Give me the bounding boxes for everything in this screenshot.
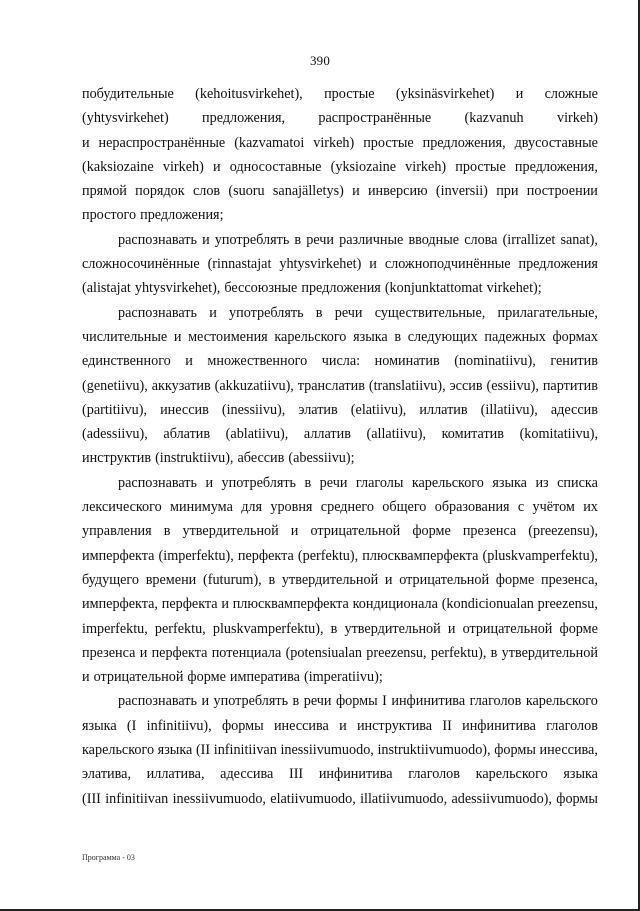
word: отрицательной [462, 620, 553, 637]
word: распознавать [118, 304, 197, 321]
text-line [82, 422, 598, 446]
word: существительные, [374, 304, 486, 321]
word: imperfektu, [82, 620, 148, 637]
word: адессива [220, 766, 274, 783]
word: infinitiivan [105, 790, 169, 807]
word: комитатив [441, 426, 504, 443]
word: отрицательной [310, 523, 401, 540]
word: простые [455, 158, 506, 175]
word: аблатив [163, 426, 211, 443]
word: предложения, [202, 110, 286, 127]
word: отрицательной [399, 571, 490, 588]
word: формы [221, 717, 264, 734]
word: (allatiivu), [366, 426, 427, 443]
word: с [517, 499, 525, 516]
text-line [82, 228, 598, 252]
word: sanajälletys) [272, 183, 344, 200]
word: virkeh) [405, 158, 447, 175]
word: elatiivumuodo, [270, 790, 356, 807]
word: III [288, 766, 304, 783]
word: и [384, 571, 393, 588]
body-text [82, 82, 598, 811]
text-line [82, 155, 598, 179]
word: форме [495, 571, 535, 588]
word: употреблять [213, 693, 289, 710]
word: минимума [170, 499, 233, 516]
text-line [82, 106, 598, 130]
word: нераспространённые [98, 134, 226, 151]
word: сложные [544, 86, 598, 102]
word: infinitiivu), [146, 717, 212, 734]
word: односоставные [229, 158, 322, 175]
word: инфинитива [391, 693, 466, 710]
word: предложения [518, 256, 598, 273]
word: номинатив [374, 353, 440, 370]
word: инфинитива [318, 766, 393, 783]
word: (kazvanuh [464, 110, 524, 127]
word: и [447, 620, 456, 637]
page-number: 390 [309, 53, 331, 68]
word: порядок [135, 183, 185, 200]
word: и [202, 231, 210, 248]
word: распознавать [118, 474, 197, 491]
word: и [212, 158, 221, 175]
word: II [442, 717, 452, 734]
word: двусоставные [514, 134, 598, 151]
word: (akkuzatiivu), [214, 377, 294, 394]
word: (partitiivu), [82, 401, 148, 418]
word: элатив [298, 401, 338, 418]
word: плюсквамперфекта [232, 596, 349, 613]
word: и [139, 644, 148, 661]
word: простые [363, 134, 414, 151]
word: простые [324, 86, 375, 102]
word: партитив [542, 377, 598, 394]
word: форме [412, 523, 451, 540]
word: лексического [82, 499, 162, 516]
word: (inessiivu), [221, 401, 286, 418]
word: формы [335, 693, 378, 710]
word: карельского [525, 693, 598, 710]
word: adessiivumuodo), [451, 790, 552, 807]
word: среднего [320, 499, 374, 516]
word: и [82, 134, 90, 151]
word: предложения, [422, 134, 506, 151]
word: предложения, [514, 158, 598, 175]
word: будущего [82, 571, 139, 588]
word: языка [492, 474, 527, 491]
word: для [241, 499, 263, 516]
word: построении [526, 183, 598, 200]
word: illatiivumuodo, [360, 790, 448, 807]
word: распространённые [318, 110, 432, 127]
word: в [315, 304, 323, 321]
word: (abessiivu); [288, 450, 355, 467]
text-line [82, 398, 598, 422]
word: прямой [82, 183, 127, 200]
word: предложения; [140, 207, 224, 224]
word: распознавать [118, 231, 197, 248]
text-line [82, 665, 598, 689]
word: транслатив [297, 377, 365, 394]
word: местоимения [188, 328, 268, 345]
word: отрицательной [93, 669, 184, 686]
word: употреблять [229, 304, 304, 321]
word: virkeh) [313, 134, 355, 151]
word: падежных [484, 328, 546, 345]
word: адессив [550, 401, 598, 418]
word: virkeh) [556, 110, 598, 127]
text-line [82, 471, 598, 495]
word: в [304, 474, 312, 491]
word: перфекта [151, 644, 208, 661]
word: презенса, [540, 571, 598, 588]
word: речи [334, 304, 363, 321]
word: инессив [160, 401, 209, 418]
word: формы [556, 790, 598, 807]
word: и [352, 183, 360, 200]
word: инессива, [539, 742, 598, 759]
word: глаголов [408, 766, 460, 783]
word: (alistajat [82, 280, 131, 297]
word: yhtysvirkehet) [279, 256, 362, 273]
word: inessiivumuodo, [280, 742, 374, 759]
word: числительные [82, 328, 168, 345]
text-line [82, 689, 598, 713]
word: элатива, [82, 766, 131, 783]
word: слов [192, 183, 221, 200]
word: (kaksiozaine [82, 158, 154, 175]
word: при [496, 183, 519, 200]
word: I [382, 693, 387, 710]
text-line [82, 641, 598, 665]
word: употреблять [221, 474, 297, 491]
word: и [515, 86, 524, 102]
word: в [268, 571, 276, 588]
word: перфекта [237, 547, 294, 564]
word: в [394, 328, 402, 345]
word: инессива [273, 717, 329, 734]
word: единственного [82, 353, 171, 370]
text-line [82, 568, 598, 592]
word: и [205, 474, 214, 491]
word: речи [303, 693, 332, 710]
word: (instruktiivu), [155, 450, 234, 467]
page-footer: Программа - 03 [82, 853, 135, 862]
word: инструктива [356, 717, 433, 734]
text-line [82, 276, 598, 300]
word: их [583, 499, 598, 516]
word: речи [319, 474, 348, 491]
word: аллатив [303, 426, 351, 443]
word: (potensiualan [285, 644, 363, 661]
text-line [82, 82, 598, 106]
word: (kehoitusvirkehet), [195, 86, 303, 102]
word: (suoru [228, 183, 265, 200]
word: утвердительной [344, 620, 441, 637]
word: (essiivu), [486, 377, 539, 394]
word: (futurum), [203, 571, 262, 588]
word: употреблять [214, 231, 290, 248]
word: и [290, 523, 299, 540]
word: (komitatiivu), [519, 426, 598, 443]
word: различные [339, 231, 404, 248]
word: списка [557, 474, 598, 491]
text-line [82, 617, 598, 641]
word: прилагательные, [497, 304, 598, 321]
word: предложения [301, 280, 381, 297]
word: абессив [237, 450, 285, 467]
word: множественного [207, 353, 308, 370]
text-line [82, 787, 598, 811]
word: сложноподчинённые [384, 256, 511, 273]
word: простого [82, 207, 137, 224]
word: учётом [532, 499, 575, 516]
word: карельского [411, 474, 484, 491]
word: числа: [321, 353, 361, 370]
word: preezensu, [366, 644, 427, 661]
word: virkeh) [162, 158, 204, 175]
word: глаголы [355, 474, 404, 491]
word: языка [353, 328, 388, 345]
text-line [82, 519, 598, 543]
word: (genetiivu), [82, 377, 148, 394]
word: и [201, 693, 210, 710]
word: (elatiivu), [350, 401, 407, 418]
word: иллатив [419, 401, 468, 418]
word: побудительные [82, 86, 174, 102]
text-line [82, 301, 598, 325]
word: (imperfektu), [158, 547, 234, 564]
text-line [82, 762, 598, 786]
word: распознавать [118, 693, 197, 710]
word: инфинитива [462, 717, 536, 734]
word: (yksinäsvirkehet) [395, 86, 495, 102]
word: (pluskvamperfektu), [482, 547, 598, 564]
word: плюсквамперфекта [362, 547, 479, 564]
word: в [294, 231, 302, 248]
word: и [185, 353, 193, 370]
word: (I [126, 717, 137, 734]
word: бессоюзные [224, 280, 298, 297]
word: в [163, 523, 171, 540]
word: иллатива, [146, 766, 205, 783]
word: yhtysvirkehet), [134, 280, 221, 297]
word: кондиционала [352, 596, 438, 613]
word: pluskvamperfektu), [212, 620, 324, 637]
word: (inversii) [435, 183, 488, 200]
word: и [82, 669, 90, 686]
word: (imperatiivu); [303, 669, 383, 686]
word: времени [145, 571, 197, 588]
word: потенциала [211, 644, 282, 661]
word: inessiivumuodo, [172, 790, 266, 807]
text-line [82, 446, 598, 470]
word: (ablatiivu), [225, 426, 289, 443]
word: вводные [408, 231, 460, 248]
word: языка [82, 717, 117, 734]
word: (illatiivu), [480, 401, 538, 418]
word: презенса [82, 644, 136, 661]
text-line [82, 349, 598, 373]
word: эссив [449, 377, 483, 394]
word: (perfektu), [297, 547, 359, 564]
word: форме [187, 669, 226, 686]
word: (III [82, 790, 101, 807]
word: языка [563, 766, 598, 783]
word: утвердительной [281, 571, 379, 588]
text-line [82, 179, 598, 203]
text-line [82, 544, 598, 568]
text-line [82, 325, 598, 349]
word: virkehet); [486, 280, 542, 297]
word: форме [559, 620, 598, 637]
word: императива [229, 669, 300, 686]
word: инструктив [82, 450, 152, 467]
word: карельского [475, 766, 548, 783]
word: (nominatiivu), [454, 353, 536, 370]
word: имперфекта [82, 547, 155, 564]
word: в [292, 693, 300, 710]
word: формах [552, 328, 598, 345]
word: (II [195, 742, 211, 759]
text-line [82, 714, 598, 738]
word: следующих [407, 328, 478, 345]
word: (konjunktattomat [384, 280, 483, 297]
word: (translatiivu), [368, 377, 446, 394]
word: в [330, 620, 338, 637]
word: речи [306, 231, 334, 248]
word: perfektu, [154, 620, 206, 637]
word: и [209, 304, 217, 321]
word: формы [494, 742, 536, 759]
word: аккузатив [151, 377, 211, 394]
word: общего [382, 499, 427, 516]
word: (adessiivu), [82, 426, 148, 443]
word: слова [464, 231, 498, 248]
word: и [173, 328, 182, 345]
word: infinitiivan [213, 742, 277, 759]
word: в [490, 644, 498, 661]
text-line [82, 252, 598, 276]
word: имперфекта, [82, 596, 158, 613]
word: сложносочинённые [82, 256, 200, 273]
word: sanat), [560, 231, 598, 248]
word: уровня [270, 499, 313, 516]
word: карельского [82, 742, 155, 759]
word: perfektu), [430, 644, 487, 661]
word: глаголов [546, 717, 598, 734]
word: презенса [462, 523, 517, 540]
word: (irrallizet [502, 231, 556, 248]
text-line [82, 738, 598, 762]
word: из [535, 474, 549, 491]
word: (yhtysvirkehet) [82, 110, 169, 127]
word: preezensu, [537, 596, 598, 613]
text-line [82, 374, 598, 398]
text-line [82, 495, 598, 519]
word: глаголов [469, 693, 522, 710]
word: карельского [274, 328, 347, 345]
word: (kazvamatoi [234, 134, 305, 151]
word: и [221, 596, 229, 613]
text-line [82, 131, 598, 155]
word: и [339, 717, 347, 734]
word: (preezensu), [528, 523, 598, 540]
word: образования [434, 499, 510, 516]
word: (kondicionualan [441, 596, 534, 613]
word: генитив [550, 353, 598, 370]
word: инверсию [367, 183, 428, 200]
word: (rinnastajat [207, 256, 272, 273]
word: утвердительной [501, 644, 598, 661]
word: языка [157, 742, 193, 759]
word: и [369, 256, 377, 273]
word: утвердительной [182, 523, 279, 540]
word: (yksiozaine [330, 158, 397, 175]
text-line [82, 203, 598, 227]
text-line [82, 592, 598, 616]
word: управления [82, 523, 152, 540]
word: instruktiivumuodo), [377, 742, 491, 759]
word: перфекта [161, 596, 218, 613]
